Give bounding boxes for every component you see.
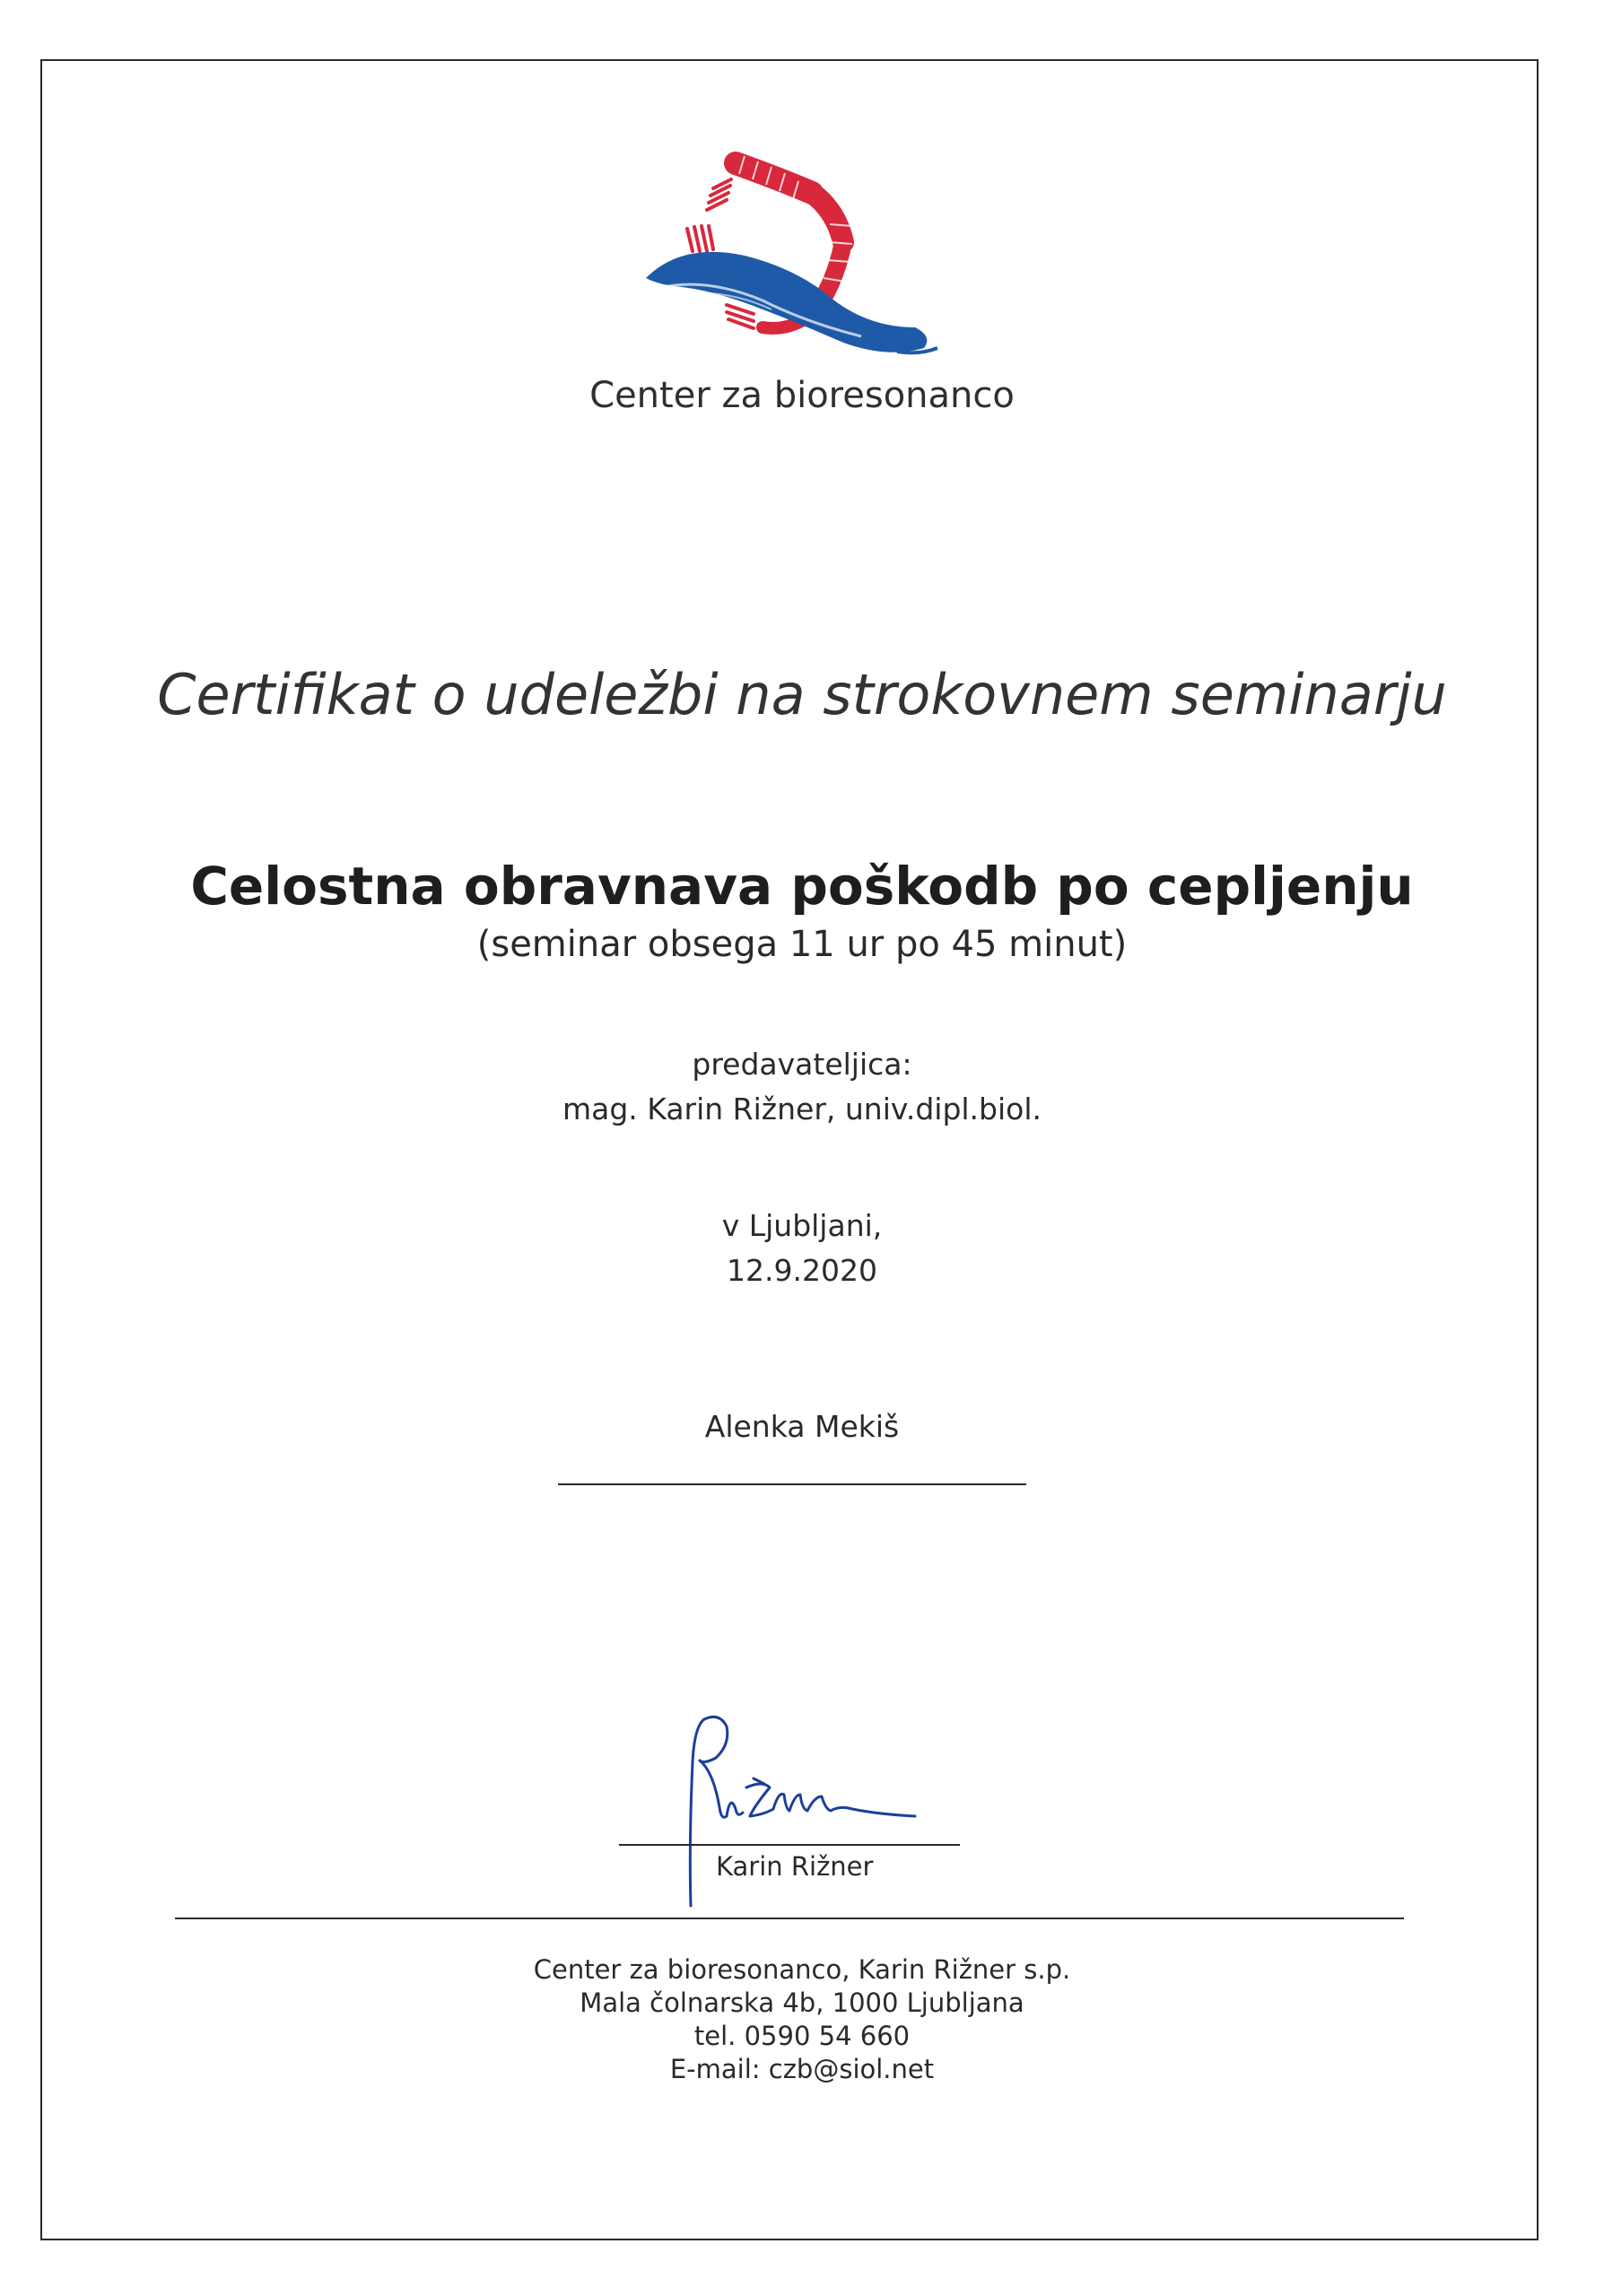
- footer-email: E-mail: czb@siol.net: [669, 2054, 935, 2084]
- footer-phone: tel. 0590 54 660: [693, 2021, 911, 2051]
- footer-divider: [175, 1918, 1404, 1919]
- participant-underline: [558, 1483, 1026, 1485]
- lecturer-name: mag. Karin Rižner, univ.dipl.biol.: [562, 1091, 1042, 1126]
- signature-line: [619, 1844, 960, 1846]
- footer-contact: [0, 1953, 1604, 2086]
- certificate-heading: Certifikat o udeležbi na strokovnem seminarju: [157, 662, 1447, 727]
- organization-name: Center za bioresonanco: [589, 375, 1015, 416]
- seminar-scope: (seminar obsega 11 ur po 45 minut): [476, 924, 1128, 965]
- seminar-title: Celostna obravnava poškodb po cepljenju: [190, 856, 1414, 917]
- issue-place: v Ljubljani,: [721, 1208, 883, 1243]
- lecturer-label: predavateljica:: [692, 1047, 912, 1082]
- signer-name: Karin Rižner: [716, 1851, 874, 1882]
- bioresonance-logo-icon: [628, 144, 969, 377]
- issue-date: 12.9.2020: [727, 1253, 877, 1288]
- footer-address: Mala čolnarska 4b, 1000 Ljubljana: [580, 1987, 1024, 2018]
- footer-company: Center za bioresonanco, Karin Rižner s.p.: [533, 1954, 1071, 1985]
- participant-name: Alenka Mekiš: [704, 1409, 900, 1444]
